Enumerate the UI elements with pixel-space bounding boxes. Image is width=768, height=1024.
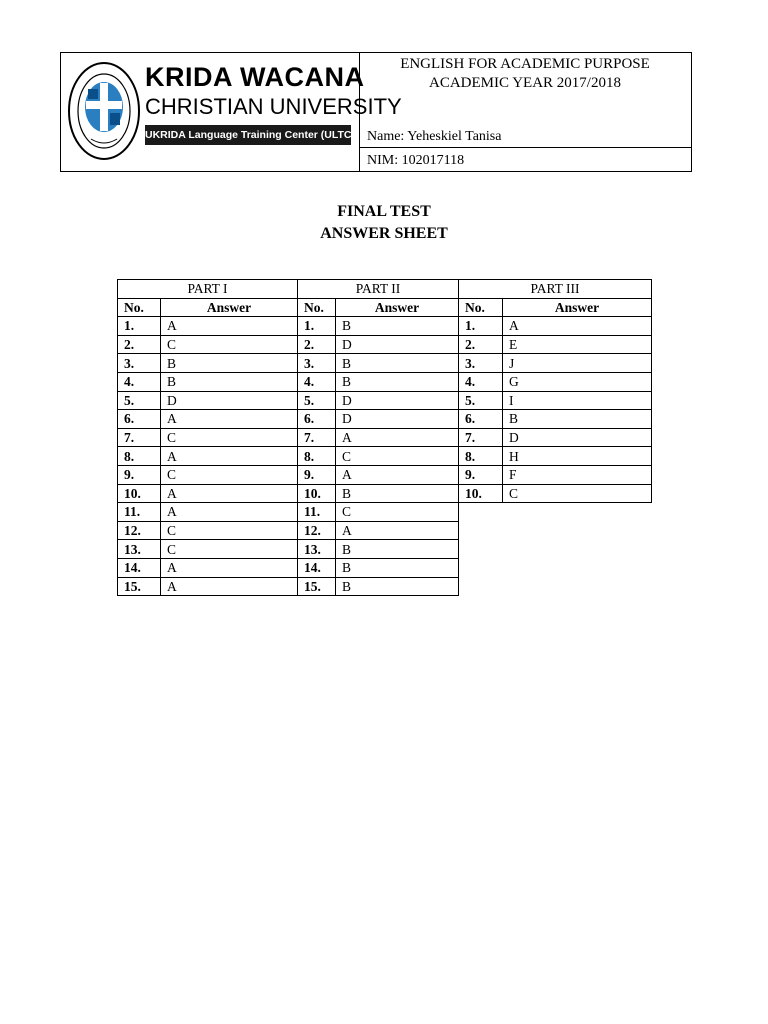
question-number: 4. — [298, 372, 336, 391]
answer-table-part-2 — [297, 279, 459, 596]
university-seal-icon — [67, 61, 141, 161]
question-number: 5. — [459, 391, 503, 410]
answer-cell: B — [336, 317, 459, 336]
question-number: 8. — [459, 447, 503, 466]
university-subtitle: CHRISTIAN UNIVERSITY — [145, 94, 402, 119]
table-row — [118, 391, 298, 410]
answer-cell: B — [161, 354, 298, 373]
answer-cell: C — [336, 447, 459, 466]
table-row — [459, 465, 652, 484]
answer-cell: B — [503, 410, 652, 429]
question-number: 2. — [459, 335, 503, 354]
language-center-label: UKRIDA Language Training Center (ULTC) — [145, 125, 351, 145]
answer-cell: B — [336, 372, 459, 391]
answer-cell: A — [336, 428, 459, 447]
table-row — [298, 391, 459, 410]
answer-cell: C — [161, 521, 298, 540]
answer-cell: A — [161, 410, 298, 429]
question-number: 1. — [298, 317, 336, 336]
answer-cell: C — [503, 484, 652, 503]
table-row — [118, 540, 298, 559]
question-number: 14. — [298, 558, 336, 577]
question-number: 11. — [118, 503, 161, 522]
table-row — [118, 503, 298, 522]
table-row — [298, 484, 459, 503]
table-row — [298, 540, 459, 559]
answer-cell: C — [161, 540, 298, 559]
answer-table-part-3 — [458, 279, 652, 503]
column-header-answer: Answer — [161, 298, 298, 317]
table-row — [298, 354, 459, 373]
answer-cell: G — [503, 372, 652, 391]
table-row — [459, 354, 652, 373]
question-number: 1. — [118, 317, 161, 336]
answer-cell: C — [161, 335, 298, 354]
question-number: 10. — [118, 484, 161, 503]
question-number: 7. — [298, 428, 336, 447]
question-number: 6. — [459, 410, 503, 429]
question-number: 11. — [298, 503, 336, 522]
answer-cell: J — [503, 354, 652, 373]
table-row — [298, 372, 459, 391]
table-row — [118, 484, 298, 503]
table-row — [298, 335, 459, 354]
question-number: 6. — [298, 410, 336, 429]
page-title — [0, 201, 768, 245]
table-row — [118, 465, 298, 484]
university-logo — [61, 53, 402, 171]
question-number: 7. — [118, 428, 161, 447]
question-number: 9. — [459, 465, 503, 484]
answer-cell: F — [503, 465, 652, 484]
question-number: 14. — [118, 558, 161, 577]
question-number: 15. — [298, 577, 336, 596]
answer-cell: C — [336, 503, 459, 522]
question-number: 4. — [118, 372, 161, 391]
question-number: 8. — [298, 447, 336, 466]
title-answer-sheet: ANSWER SHEET — [320, 225, 448, 242]
answer-cell: C — [161, 465, 298, 484]
question-number: 4. — [459, 372, 503, 391]
answer-cell: A — [161, 447, 298, 466]
column-header-no: No. — [118, 298, 161, 317]
answer-cell: A — [503, 317, 652, 336]
answer-table-part-1 — [117, 279, 298, 596]
question-number: 5. — [298, 391, 336, 410]
answer-cell: D — [336, 335, 459, 354]
question-number: 6. — [118, 410, 161, 429]
part-header: PART II — [298, 280, 459, 299]
answer-cell: B — [336, 354, 459, 373]
question-number: 2. — [118, 335, 161, 354]
question-number: 5. — [118, 391, 161, 410]
question-number: 3. — [118, 354, 161, 373]
student-info — [359, 53, 691, 171]
table-row — [459, 391, 652, 410]
question-number: 13. — [118, 540, 161, 559]
question-number: 13. — [298, 540, 336, 559]
question-number: 2. — [298, 335, 336, 354]
table-row — [459, 447, 652, 466]
answer-cell: C — [161, 428, 298, 447]
question-number: 9. — [298, 465, 336, 484]
answer-cell: E — [503, 335, 652, 354]
table-row — [298, 447, 459, 466]
academic-year: ACADEMIC YEAR 2017/2018 — [429, 75, 621, 91]
course-name: ENGLISH FOR ACADEMIC PURPOSE — [400, 56, 650, 72]
question-number: 3. — [298, 354, 336, 373]
table-row — [459, 335, 652, 354]
answer-cell: B — [161, 372, 298, 391]
answer-cell: A — [336, 521, 459, 540]
question-number: 15. — [118, 577, 161, 596]
table-row — [298, 577, 459, 596]
answer-cell: A — [161, 484, 298, 503]
question-number: 3. — [459, 354, 503, 373]
answer-cell: A — [161, 503, 298, 522]
answer-cell: D — [336, 391, 459, 410]
table-row — [298, 317, 459, 336]
question-number: 8. — [118, 447, 161, 466]
table-row — [298, 503, 459, 522]
table-row — [298, 521, 459, 540]
answer-cell: D — [503, 428, 652, 447]
question-number: 12. — [118, 521, 161, 540]
table-row — [298, 410, 459, 429]
student-name: Name: Yeheskiel Tanisa — [359, 125, 691, 148]
answer-cell: B — [336, 484, 459, 503]
table-row — [459, 410, 652, 429]
table-row — [459, 484, 652, 503]
title-final-test: FINAL TEST — [337, 203, 431, 220]
university-name: KRIDA WACANA — [145, 62, 365, 92]
table-row — [118, 317, 298, 336]
document-header — [60, 52, 692, 172]
table-row — [118, 447, 298, 466]
table-row — [118, 521, 298, 540]
table-row — [459, 317, 652, 336]
answer-cell: D — [161, 391, 298, 410]
part-header: PART I — [118, 280, 298, 299]
column-header-answer: Answer — [336, 298, 459, 317]
part-header: PART III — [459, 280, 652, 299]
column-header-no: No. — [298, 298, 336, 317]
answer-cell: D — [336, 410, 459, 429]
table-row — [118, 577, 298, 596]
answer-cell: A — [161, 558, 298, 577]
answer-cell: A — [161, 317, 298, 336]
question-number: 9. — [118, 465, 161, 484]
answer-cell: B — [336, 558, 459, 577]
table-row — [118, 335, 298, 354]
answer-cell: H — [503, 447, 652, 466]
answer-cell: A — [161, 577, 298, 596]
table-row — [118, 558, 298, 577]
answer-cell: B — [336, 577, 459, 596]
column-header-answer: Answer — [503, 298, 652, 317]
table-row — [118, 428, 298, 447]
table-row — [118, 354, 298, 373]
course-title — [359, 55, 691, 93]
table-row — [118, 372, 298, 391]
answer-cell: A — [336, 465, 459, 484]
question-number: 1. — [459, 317, 503, 336]
answer-cell: B — [336, 540, 459, 559]
table-row — [298, 428, 459, 447]
table-row — [118, 410, 298, 429]
question-number: 10. — [298, 484, 336, 503]
question-number: 12. — [298, 521, 336, 540]
table-row — [459, 428, 652, 447]
question-number: 10. — [459, 484, 503, 503]
answer-cell: I — [503, 391, 652, 410]
table-row — [298, 558, 459, 577]
student-nim: NIM: 102017118 — [367, 153, 465, 168]
column-header-no: No. — [459, 298, 503, 317]
table-row — [459, 372, 652, 391]
table-row — [298, 465, 459, 484]
question-number: 7. — [459, 428, 503, 447]
